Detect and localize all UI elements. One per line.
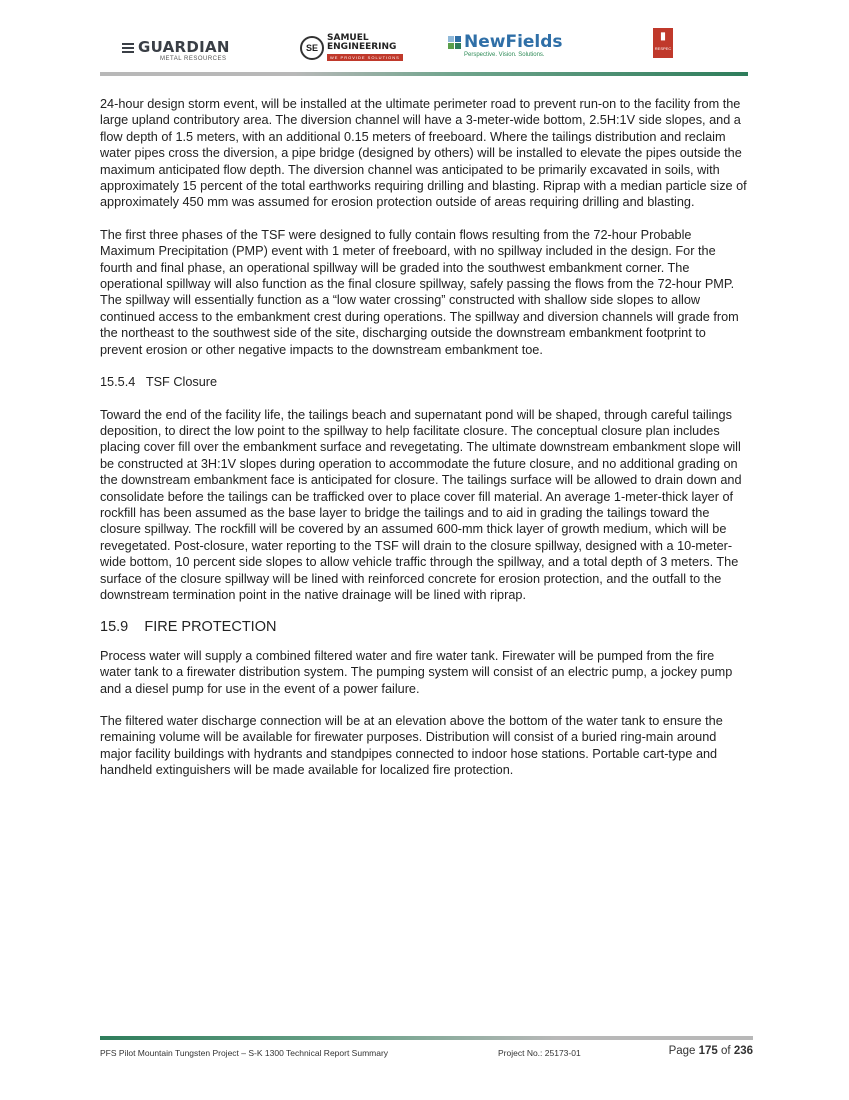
section-heading-fire-protection: 15.9 FIRE PROTECTION (100, 619, 277, 636)
guardian-subtitle: METAL RESOURCES (160, 56, 227, 62)
document-body (100, 96, 748, 795)
samuel-line1: SAMUEL (327, 33, 369, 43)
page-footer (100, 1045, 753, 1061)
paragraph-fire-distribution: The filtered water discharge connection will be at an elevation above the bottom of the water tank to ensure the remaining volume will be available for firewater purposes. Distribution will consist of a buried ring-main around major facility buildings with hydrants and standpipes connected to indoor hose stations. Portable cart-type and handheld extinguishers will be made available for localized fire protection. (100, 714, 723, 778)
newfields-logo (448, 32, 563, 58)
se-circle-icon: SE (300, 36, 324, 60)
respec-name: RESPEC (654, 46, 672, 51)
page-word: Page (668, 1045, 696, 1057)
footer-report-title: PFS Pilot Mountain Tungsten Project – S-K 1300 Technical Report Summary (100, 1048, 389, 1058)
subsection-heading-tsf-closure: 15.5.4 TSF Closure (100, 375, 218, 390)
guardian-logo (122, 38, 230, 62)
samuel-engineering-logo (300, 34, 403, 61)
samuel-tagline: WE PROVIDE SOLUTIONS (327, 54, 403, 61)
paragraph-tsf-phases: The first three phases of the TSF were designed to fully contain flows resulting from the 72-hour Probable Maximum Precipitation (PMP) event with 1 meter of freeboard, with no spillway included in the design. For the fourth and final phase, an operational spillway will be graded into the southwest embankment corner. The operational spillway will also function as the final closure spillway, safely passing the flows from the 72-hour PMP. The spillway will essentially function as a “low water crossing” constructed with shallow side slopes to allow continued access to the embankment crest during operations. The spillway and diversion channels will grade from the northeast to the southwest side of the site, discharging outside the downstream embankment footprint to prevent erosion or other negative impacts to the downstream embankment toe. (100, 227, 739, 357)
samuel-line2: ENGINEERING (327, 42, 397, 52)
respec-logo (653, 28, 673, 58)
paragraph-fire-water-supply: Process water will supply a combined filtered water and fire water tank. Firewater will be pumped from the fire water tank to a firewater distribution system. The pumping system will consist of an electric pump, a jockey pump and a diesel pump for use in the event of a power failure. (100, 648, 733, 696)
footer-divider (100, 1036, 753, 1040)
page-of: of (721, 1045, 731, 1057)
newfields-squares-icon (448, 36, 461, 49)
page-header (100, 28, 748, 78)
respec-mark-icon: ▮ (660, 31, 666, 42)
paragraph-tsf-closure: Toward the end of the facility life, the tailings beach and supernatant pond will be shaped, through careful tailings deposition, to direct the low point to the spillway to help facilitate closure. The conceptual closure plan includes placing cover fill over the embankment surface and revegetating. The ultimate downstream embankment slope will be constructed at 3H:1V slopes during operation to accommodate the future closure, and no additional grading on the downstream embankment face is anticipated for closure. The tailings surface will be allowed to drain down and consolidate before the tailings can be trafficked over to place cover fill material. An average 1-meter-thick layer of rockfill has been assumed as the base layer to bridge the tailings and to aid in grading the tailings toward the closure spillway. The rockfill will be covered by an assumed 600-mm thick layer of growth medium, which will be revegetated. Post-closure, water reporting to the TSF will drain to the closure spillway, designed with a 10-meter-wide bottom, 10 percent side slopes to allow vehicle traffic through the spillway, and a total depth of 3 meters. The surface of the closure spillway will be lined with reinforced concrete for erosion protection, and the outfall to the downstream termination point in the native drainage will be lined with riprap. (100, 407, 742, 602)
footer-page-number (669, 1045, 753, 1057)
paragraph-diversion-channel: 24-hour design storm event, will be installed at the ultimate perimeter road to prevent run-on to the facility from the large upland contributory area. The diversion channel will have a 3-meter-wide bottom, 2.5H:1V side slopes, and a flow depth of 1.5 meters, with an additional 0.15 meters of freeboard. Where the tailings distribution and reclaim water pipes cross the diversion, a pipe bridge (designed by others) will be installed to elevate the pipes outside the maximum anticipated flow depth. The diversion channel was anticipated to be primarily excavated in soils, with approximately 15 percent of the total earthworks requiring drilling and blasting. Riprap with a median particle size of approximately 450 mm was assumed for erosion protection outside of areas requiring drilling and blasting. (100, 97, 747, 210)
guardian-name: GUARDIAN (138, 38, 230, 56)
guardian-bars-icon (122, 41, 134, 55)
header-divider (100, 72, 748, 76)
footer-project-number: Project No.: 25173-01 (498, 1048, 581, 1058)
page-total: 236 (733, 1045, 753, 1057)
newfields-tagline: Perspective. Vision. Solutions. (464, 52, 545, 58)
newfields-name: NewFields (464, 32, 563, 52)
page-current: 175 (698, 1045, 718, 1057)
